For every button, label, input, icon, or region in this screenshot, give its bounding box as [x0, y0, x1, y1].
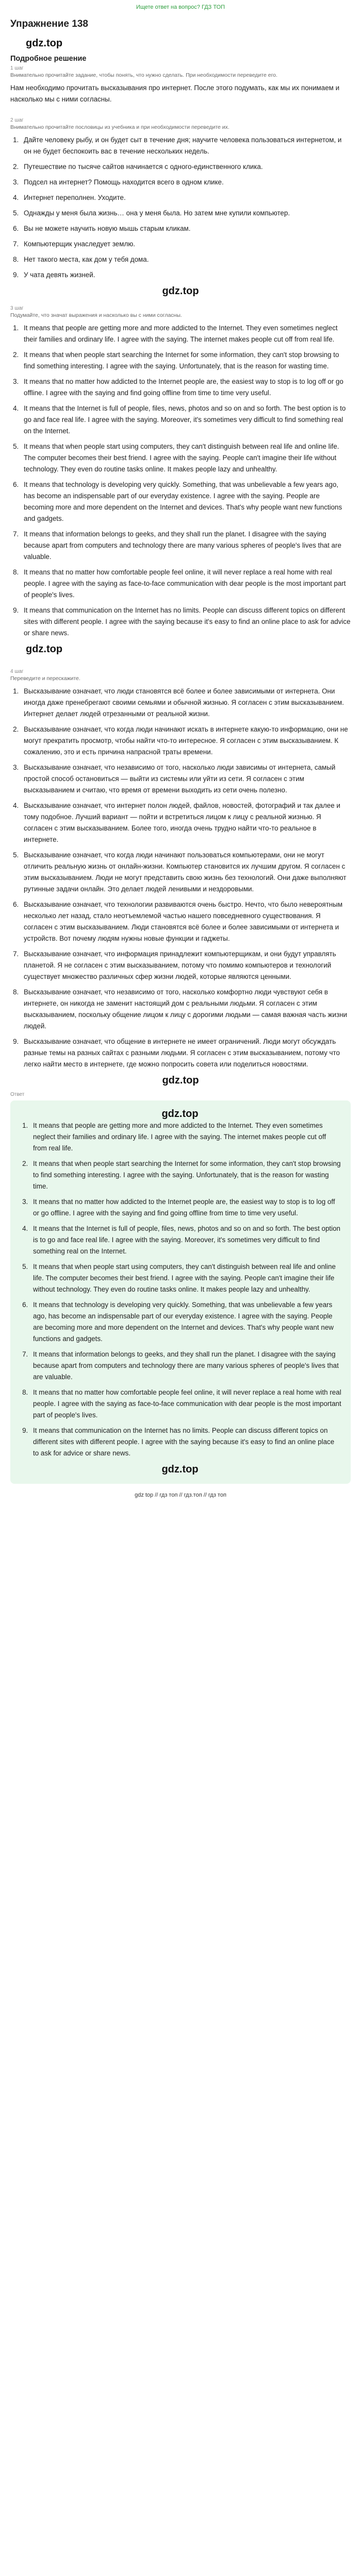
watermark: gdz.top [161, 1108, 199, 1120]
list-item: 1. It means that people are getting more and more addicted to the Internet. They even sometimes neglect their families and ordinary life. I agree with the saying. The internet makes people cut off from real life. [21, 323, 351, 345]
list-item: 5. Однажды у меня была жизнь… она у меня была. Но затем мне купили компьютер. [21, 208, 351, 219]
list-item: 3. Высказывание означает, что независимо от того, насколько люди зависимы от интернета, самый простой способ остановиться — выйти из системы или уйти из сети. Я согласен с этим высказыванием и считаю, что время от времени выходить из сети очень полезно. [21, 762, 351, 796]
list-item: 2. Путешествие по тысяче сайтов начинается с одного-единственного клика. [21, 161, 351, 173]
list-item: 8. It means that no matter how comfortable people feel online, it will never replace a real home with real people. I agree with the saying as face-to-face communication with dear people is the most important part of people's lives. [21, 567, 351, 601]
answer-label: Ответ [10, 1092, 25, 1097]
watermark: gdz.top [26, 643, 63, 655]
list-item: 7. Компьютерщик унаследует землю. [21, 239, 351, 250]
list-item: 4. It means that the Internet is full of people, files, news, photos and so on and so forth. The best option is to go and face real life. I agree with the saying. Moreover, it's sometimes very difficult to find something real on the Internet. [30, 1223, 341, 1257]
list-item: 8. Нет такого места, как дом у тебя дома. [21, 254, 351, 265]
watermark: gdz.top [162, 285, 199, 297]
list-item: 3. Подсел на интернет? Помощь находится всего в одном клике. [21, 177, 351, 188]
list-item: 9. У чата девять жизней. [21, 269, 351, 281]
watermark: gdz.top [26, 38, 63, 49]
proverb-list [10, 134, 351, 281]
list-item: 6. Вы не можете научить новую мышь старым кликам. [21, 223, 351, 234]
answer-list [19, 1120, 341, 1459]
step-label: 4 шаг [10, 669, 24, 674]
list-item: 6. It means that technology is developing very quickly. Something, that was unbelievable a few years ago, has become an indispensable part of our everyday existence. I agree with the saying. People are becoming more and more dependent on the Internet and devices. That's why people want new functions and gadgets. [30, 1299, 341, 1345]
watermark: gdz.top [161, 1464, 199, 1475]
list-item: 9. It means that communication on the Internet has no limits. People can discuss different topics on different sites with different people. I agree with the saying because it's easy to find an online place to ask for advice or share news. [30, 1425, 341, 1459]
footer-links[interactable]: gdz top // гдз топ // гдз.топ // гдз топ [135, 1492, 226, 1498]
list-item: 7. Высказывание означает, что информация принадлежит компьютерщикам, и они будут управлять планетой. Я не согласен с этим высказыванием, потому что помимо компьютеров и технологий существует множество различных сфер жизни людей, которые являются ценными. [21, 948, 351, 982]
list-item: 8. Высказывание означает, что независимо от того, насколько комфортно люди чувствуют себя в интернете, он никогда не заменит настоящий дом с реальными людьми. Я согласен с этим высказыванием, поскольку общение лицом к лицу с дорогими людьми — самая важная часть жизни людей. [21, 987, 351, 1032]
list-item: 4. Высказывание означает, что интернет полон людей, файлов, новостей, фотографий и так далее и тому подобное. Лучший вариант — пойти и встретиться лицом к лицу с реальной жизнью. Я согласен с этим высказыванием. Более того, иногда очень трудно найти что-то реальное в интернете. [21, 800, 351, 845]
step-label: 3 шаг [10, 306, 24, 311]
step-4 [10, 669, 351, 1087]
list-item: 4. Интернет переполнен. Уходите. [21, 192, 351, 204]
meaning-list-en [10, 323, 351, 639]
list-item: 1. It means that people are getting more and more addicted to the Internet. They even sometimes neglect their families and ordinary life. I agree with the saying. The internet makes people cut off from real life. [30, 1120, 341, 1154]
meaning-list-ru [10, 686, 351, 1070]
list-item: 2. Высказывание означает, что когда люди начинают искать в интернете какую-то информацию, они не могут прекратить просмотр, чтобы найти что-то интересное. Я согласен с этим высказыванием. К сожалению, это и есть причина напрасной траты времени. [21, 724, 351, 758]
step-task: Подумайте, что значат выражения и насколько вы с ними согласны. [10, 312, 182, 318]
list-item: 8. It means that no matter how comfortable people feel online, it will never replace a real home with real people. I agree with the saying as face-to-face communication with dear people is the most important part of people's lives. [30, 1387, 341, 1421]
list-item: 7. It means that information belongs to geeks, and they shall run the planet. I disagree with the saying because apart from computers and technology there are many various spheres of people's lives that are valuable. [30, 1349, 341, 1383]
list-item: 6. Высказывание означает, что технологии развиваются очень быстро. Нечто, что было невероятным несколько лет назад, стало неотъемлемой частью нашего повседневного существования. Я согласен с этим высказыванием. Люди становятся всё более и более зависимыми от интернета и устройств. Вот почему людям нужны новые функции и гаджеты. [21, 899, 351, 944]
step-task: Переведите и перескажите. [10, 675, 80, 682]
list-item: 1. Дайте человеку рыбу, и он будет сыт в течение дня; научите человека пользоваться интернетом, и он не будет беспокоить вас в течение нескольких недель. [21, 134, 351, 157]
list-item: 2. It means that when people start searching the Internet for some information, they can't stop browsing to find something interesting. I agree with the saying. Unfortunately, that is the reason for wasting time. [21, 349, 351, 372]
list-item: 3. It means that no matter how addicted to the Internet people are, the easiest way to stop is to log off or go offline. I agree with the saying and find going offline from time to time very useful. [21, 376, 351, 399]
list-item: 5. Высказывание означает, что когда люди начинают пользоваться компьютерами, они не могут отличить реальную жизнь от онлайн-жизни. Компьютер становится их лучшим другом. Я согласен с этим высказыванием. Люди не могут представить свою жизнь без технологий. Они даже выполняют рутинные задачи онлайн. Это делает людей ленивыми и нездоровыми. [21, 850, 351, 895]
step-task: Внимательно прочитайте пословицы из учебника и при необходимости переведите их. [10, 124, 229, 130]
step-label: 1 шаг [10, 65, 24, 71]
list-item: 4. It means that the Internet is full of people, files, news, photos and so on and so forth. The best option is to go and face real life. I agree with the saying. Moreover, it's sometimes very difficult to find something real on the Internet. [21, 403, 351, 437]
top-promo-link[interactable]: Ищете ответ на вопрос? ГДЗ ТОП [136, 4, 225, 10]
page-title: Упражнение 138 [10, 19, 88, 29]
answer-box [10, 1100, 351, 1484]
list-item: 2. It means that when people start searching the Internet for some information, they can't stop browsing to find something interesting. I agree with the saying. Unfortunately, that is the reason for wasting time. [30, 1158, 341, 1192]
step-2 [10, 117, 351, 297]
section-subtitle: Подробное решение [10, 55, 87, 63]
step-label: 2 шаг [10, 117, 24, 123]
step-3 [10, 306, 351, 655]
step-task: Внимательно прочитайте задание, чтобы понять, что нужно сделать. При необходимости переведите его. [10, 72, 277, 78]
list-item: 7. It means that information belongs to geeks, and they shall run the planet. I disagree with the saying because apart from computers and technology there are many various spheres of people's lives that are valuable. [21, 529, 351, 563]
list-item: 3. It means that no matter how addicted to the Internet people are, the easiest way to stop is to log off or go offline. I agree with the saying and find going offline from time to time very useful. [30, 1196, 341, 1219]
list-item: 5. It means that when people start using computers, they can't distinguish between real life and online life. The computer becomes their best friend. I agree with the saying. People can't imagine their life without technology. They even do routine tasks online. It makes people lazy and unhealthy. [21, 441, 351, 475]
step-1 [10, 65, 351, 105]
step-text: Нам необходимо прочитать высказывания про интернет. После этого подумать, как мы их понимаем и насколько мы с ними согласны. [10, 84, 340, 103]
list-item: 1. Высказывание означает, что люди становятся всё более и более зависимыми от интернета. Они иногда даже пренебрегают своими семьями и обычной жизнью. Я согласен с этим высказыванием. Интернет делает людей отрезанными от реальной жизни. [21, 686, 351, 720]
list-item: 5. It means that when people start using computers, they can't distinguish between real life and online life. The computer becomes their best friend. I agree with the saying. People can't imagine their life without technology. They even do routine tasks online. It makes people lazy and unhealthy. [30, 1261, 341, 1295]
list-item: 6. It means that technology is developing very quickly. Something, that was unbelievable a few years ago, has become an indispensable part of our everyday existence. I agree with the saying. People are becoming more and more dependent on the Internet and devices. That's why people want new functions and gadgets. [21, 479, 351, 524]
list-item: 9. It means that communication on the Internet has no limits. People can discuss different topics on different sites with different people. I agree with the saying because it's easy to find an online place to ask for advice or share news. [21, 605, 351, 639]
list-item: 9. Высказывание означает, что общение в интернете не имеет ограничений. Люди могут обсуждать разные темы на разных сайтах с разными людьми. Я согласен с этим высказыванием, потому что легко найти место в интернете, где можно попросить совета или поделиться новостями. [21, 1036, 351, 1070]
watermark: gdz.top [162, 1075, 199, 1086]
